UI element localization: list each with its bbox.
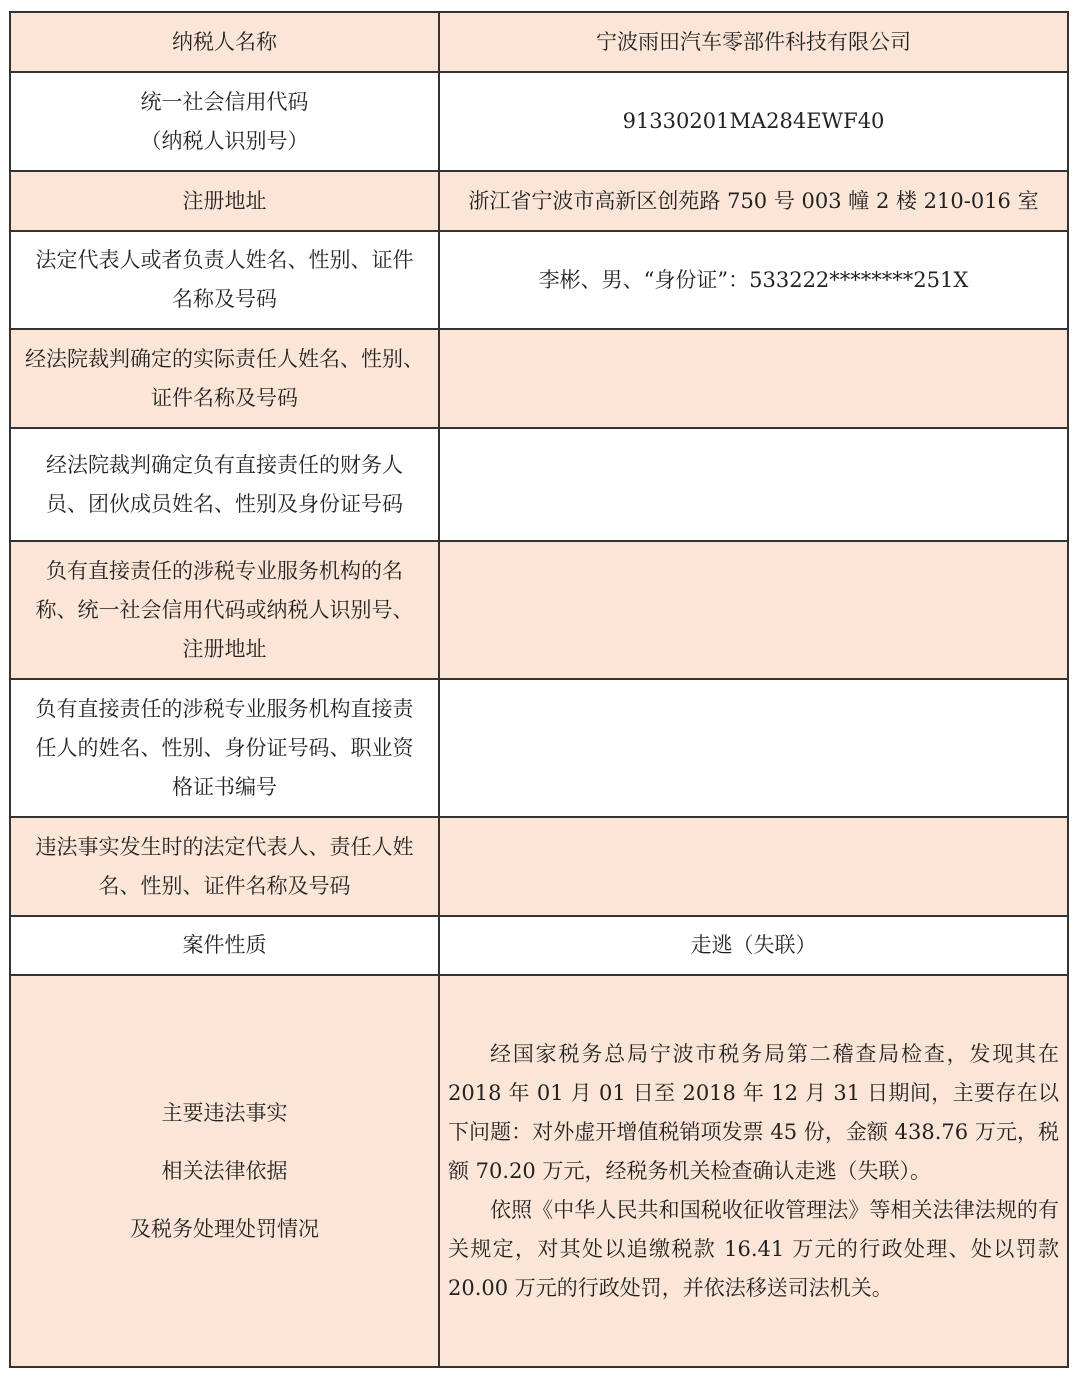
label-text: 证件名称及号码 bbox=[151, 385, 298, 410]
label-cell bbox=[10, 231, 439, 329]
value-cell bbox=[439, 171, 1068, 231]
label-text: 法定代表人或者负责人姓名、性别、证件 bbox=[35, 248, 414, 272]
label-cell bbox=[10, 975, 439, 1367]
value-cell bbox=[439, 817, 1068, 916]
row-registered-address bbox=[10, 171, 1068, 231]
penalty-paragraph: 依照《中华人民共和国税收征收管理法》等相关法律法规的有关规定，对其处以追缴税款 16.41 万元的行政处理、处以罚款 20.00 万元的行政处罚，并依法移送司法机关。 bbox=[448, 1197, 1059, 1300]
label-text: 名称及号码 bbox=[172, 287, 277, 311]
row-representative-at-violation bbox=[10, 817, 1068, 916]
label-text: 名、性别、证件名称及号码 bbox=[98, 873, 351, 898]
label-text: 主要违法事实 bbox=[161, 1100, 288, 1125]
label-cell bbox=[10, 916, 439, 975]
row-main-facts bbox=[10, 975, 1068, 1367]
label-text: 案件性质 bbox=[182, 933, 267, 957]
facts-cell bbox=[439, 975, 1068, 1367]
label-text: 经法院裁判确定的实际责任人姓名、性别、 bbox=[25, 346, 424, 371]
label-cell bbox=[10, 679, 439, 817]
label-text: 称、统一社会信用代码或纳税人识别号、 bbox=[35, 597, 414, 622]
label-text: 注册地址 bbox=[182, 636, 267, 661]
row-taxpayer-name bbox=[10, 12, 1068, 72]
label-cell bbox=[10, 329, 439, 428]
label-cell bbox=[10, 12, 439, 72]
label-text: 及税务处理处罚情况 bbox=[130, 1216, 319, 1241]
label-cell bbox=[10, 428, 439, 541]
label-text: 违法事实发生时的法定代表人、责任人姓 bbox=[35, 834, 414, 859]
label-text: （纳税人识别号） bbox=[140, 128, 309, 153]
label-text: 负有直接责任的涉税专业服务机构直接责 bbox=[35, 696, 414, 721]
label-text: 任人的姓名、性别、身份证号码、职业资 bbox=[35, 735, 414, 760]
label-cell bbox=[10, 72, 439, 171]
label-text: 纳税人名称 bbox=[172, 29, 277, 54]
value-cell bbox=[439, 231, 1068, 329]
value-cell bbox=[439, 916, 1068, 975]
credit-code-value: 91330201MA284EWF40 bbox=[622, 109, 885, 133]
value-cell bbox=[439, 428, 1068, 541]
taxpayer-name-value: 宁波雨田汽车零部件科技有限公司 bbox=[596, 29, 911, 54]
label-cell bbox=[10, 171, 439, 231]
label-cell bbox=[10, 541, 439, 679]
label-cell bbox=[10, 817, 439, 916]
label-text: 相关法律依据 bbox=[161, 1158, 288, 1183]
row-credit-code bbox=[10, 72, 1068, 171]
value-cell bbox=[439, 12, 1068, 72]
row-agency-responsible-person bbox=[10, 679, 1068, 817]
case-nature-value: 走逃（失联） bbox=[690, 933, 817, 957]
label-text: 员、团伙成员姓名、性别及身份证号码 bbox=[46, 491, 403, 516]
label-text: 统一社会信用代码 bbox=[140, 89, 309, 114]
row-actual-responsible-person bbox=[10, 329, 1068, 428]
value-cell bbox=[439, 72, 1068, 171]
value-cell bbox=[439, 329, 1068, 428]
registered-address-value: 浙江省宁波市高新区创苑路 750 号 003 幢 2 楼 210-016 室 bbox=[468, 188, 1039, 213]
legal-representative-value: 李彬、男、“身份证”：533222********251X bbox=[538, 267, 969, 292]
label-text: 注册地址 bbox=[182, 188, 267, 213]
row-case-nature bbox=[10, 916, 1068, 975]
label-text: 格证书编号 bbox=[172, 774, 277, 799]
value-cell bbox=[439, 541, 1068, 679]
taxpayer-info-table bbox=[9, 11, 1069, 1368]
label-text: 经法院裁判确定负有直接责任的财务人 bbox=[46, 452, 403, 477]
row-finance-staff bbox=[10, 428, 1068, 541]
row-legal-representative bbox=[10, 231, 1068, 329]
row-service-agency bbox=[10, 541, 1068, 679]
label-text: 负有直接责任的涉税专业服务机构的名 bbox=[46, 558, 403, 583]
facts-paragraph: 经国家税务总局宁波市税务局第二稽查局检查，发现其在2018 年 01 月 01 日至 2018 年 12 月 31 日期间，主要存在以下问题：对外虚开增值税销项发票 45 份，金额 438.76 万元，税额 70.20 万元，经税务机关检查确认走逃（失联）。 bbox=[448, 1041, 1059, 1183]
value-cell bbox=[439, 679, 1068, 817]
